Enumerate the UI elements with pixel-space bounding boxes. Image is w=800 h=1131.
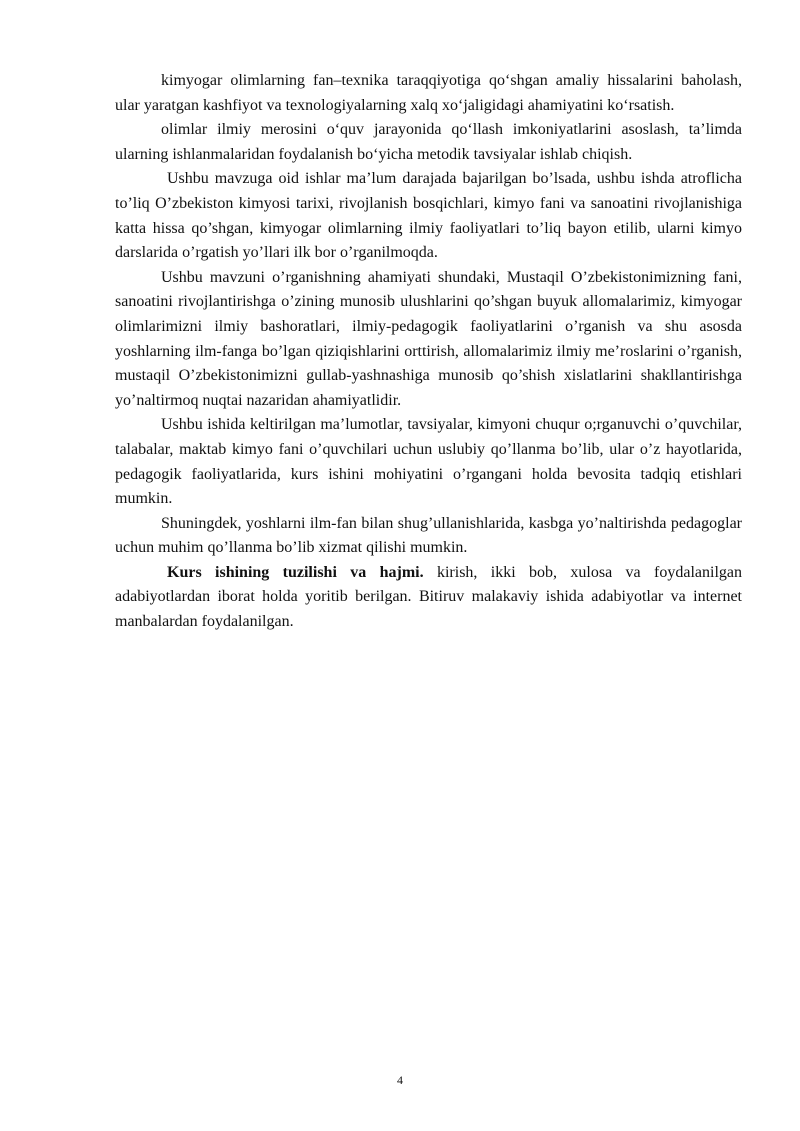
paragraph-3: Ushbu mavzuga oid ishlar ma’lum darajada bajarilgan bo’lsada, ushbu ishda atroflicha to’liq O’zbekiston kimyosi tarixi, rivojlanish bosqichlari, kimyo fani va sanoatini rivojlanishiga katta hissa qo’shgan, kimyogar olimlarning ilmiy faoliyatlari to’liq bayon etilib, ularni kimyo darslarida o’rgatish yo’llari ilk bor o’rganilmoqda. — [115, 170, 742, 262]
page-number: 4 — [397, 1073, 403, 1087]
paragraph-5: Ushbu ishida keltirilgan ma’lumotlar, tavsiyalar, kimyoni chuqur o;rganuvchi o’quvchilar, talabalar, maktab kimyo fani o’quvchilari uchun uslubiy qo’llanma bo’lib, ular o’z hayotlarida, pedagogik faoliyatlarida, kurs ishini mohiyatini o’rgangani holda bevosita tadqiq etishlari mumkin. — [115, 416, 742, 508]
paragraph-1: kimyogar olimlarning fan–texnika taraqqiyotiga qo‘shgan amaliy hissalarini baholash, ular yaratgan kashfiyot va texnologiyalarning xalq xo‘jaligidagi ahamiyatini ko‘rsatish. — [115, 72, 742, 114]
paragraph-2: olimlar ilmiy merosini o‘quv jarayonida qo‘llash imkoniyatlarini asoslash, ta’limda ularning ishlanmalaridan foydalanish bo‘yicha metodik tavsiyalar ishlab chiqish. — [115, 121, 742, 163]
paragraph-4: Ushbu mavzuni o’rganishning ahamiyati shundaki, Mustaqil O’zbekistonimizning fani, sanoatini rivojlantirishga o’zining munosib ulushlarini qo’shgan buyuk allomalarimiz, kimyogar olimlarimizni ilmiy bashoratlari, ilmiy-pedagogik faoliyatlarini o’rganish va shu asosda yoshlarning ilm-fanga bo’lgan qiziqishlarini orttirish, allomalarimiz ilmiy me’roslarini o’rganish, mustaqil O’zbekistonimizni gullab-yashnashiga munosib qo’shish xislatlarini shakllantirishga yo’naltirmoq nuqtai nazaridan ahamiyatlidir. — [115, 268, 742, 409]
paragraph-7 — [115, 561, 742, 635]
section-heading-inline: Kurs ishining tuzilishi va hajmi. — [167, 563, 424, 581]
page-body — [115, 69, 742, 635]
paragraph-6: Shuningdek, yoshlarni ilm-fan bilan shug’ullanishlarida, kasbga yo’naltirishda pedagoglar uchun muhim qo’llanma bo’lib xizmat qilishi mumkin. — [115, 514, 742, 557]
paragraph-7-text: kirish, ikki bob, xulosa va foydalanilgan adabiyotlardan iborat holda yoritib berilgan. Bitiruv malakaviy ishida adabiyotlar va internet manbalardan foydalanilgan. — [115, 563, 742, 631]
